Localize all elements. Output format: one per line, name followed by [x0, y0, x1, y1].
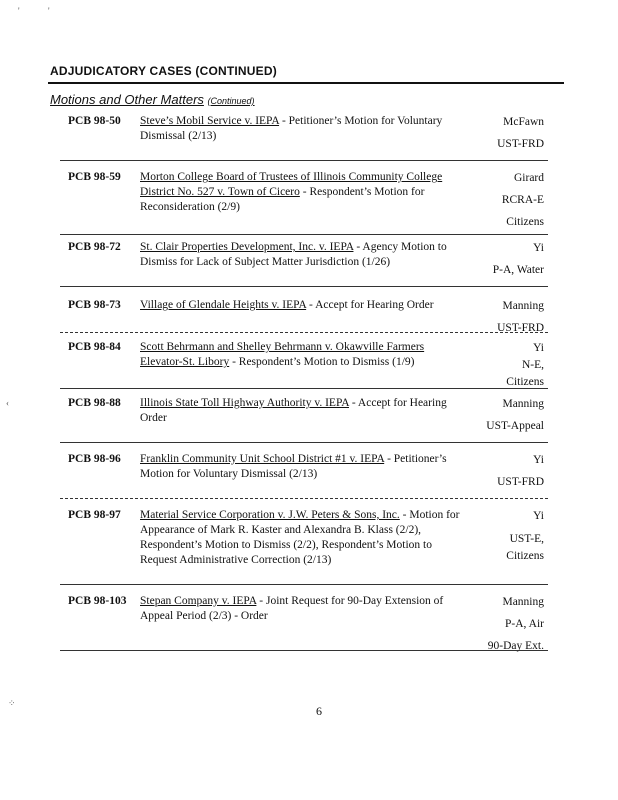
case-text: - Petitioner’s Motion for Voluntary Dismissal (2/13): [140, 453, 447, 480]
entry-rule: [60, 286, 548, 287]
case-tag: UST-FRD: [497, 138, 544, 150]
case-tag: Citizens: [506, 216, 544, 228]
case-description: [140, 452, 468, 482]
case-description: [140, 508, 468, 568]
case-tag: UST-Appeal: [486, 420, 544, 432]
case-tags: [464, 449, 544, 493]
case-tag: Yi: [533, 242, 544, 254]
scan-speck: ‹: [6, 398, 9, 408]
entry-rule: [60, 498, 548, 499]
case-tag: Yi: [533, 342, 544, 354]
case-number: PCB 98-59: [68, 171, 121, 183]
case-description: [140, 340, 468, 370]
case-number: PCB 98-84: [68, 341, 121, 353]
case-tags: [464, 167, 544, 233]
entry-rule: [60, 442, 548, 443]
case-tag: Manning: [502, 596, 544, 608]
case-text: - Agency Motion to Dismiss for Lack of Subject Matter Jurisdiction (1/26): [140, 241, 447, 268]
case-tag: Girard: [513, 172, 544, 184]
entry-rule: [60, 160, 548, 161]
page-number: 6: [316, 704, 322, 718]
case-number: PCB 98-72: [68, 241, 121, 253]
case-text: - Motion for Appearance of Mark R. Kaster and Alexandra B. Klass (2/2), Respondent’s Motion to Dismiss (2/2), Respondent’s Motion to Request Administrative Correction (2/13): [140, 509, 460, 566]
case-caption: Morton College Board of Trustees of Illinois Community College District No. 527 v. Town of Cicero: [140, 171, 443, 198]
case-tag: Manning: [502, 300, 544, 312]
case-text: - Petitioner’s Motion for Voluntary Dismissal (2/13): [140, 115, 443, 142]
case-tags: [464, 340, 544, 391]
case-tag: RCRA-E: [501, 194, 544, 206]
case-tag: N-E,: [521, 359, 544, 371]
case-number: PCB 98-88: [68, 397, 121, 409]
header-rule: [48, 82, 564, 84]
case-tags: [464, 591, 544, 657]
case-caption: Franklin Community Unit School District #1 v. IEPA: [140, 453, 385, 465]
case-text: - Respondent’s Motion to Dismiss (1/9): [229, 356, 415, 368]
case-description: [140, 396, 468, 426]
case-tag: Manning: [502, 398, 544, 410]
case-description: [140, 298, 468, 313]
case-caption: Scott Behrmann and Shelley Behrmann v. Okawville Farmers Elevator-St. Libory: [140, 341, 425, 368]
case-caption: Material Service Corporation v. J.W. Peters & Sons, Inc.: [140, 509, 400, 521]
case-tag: Yi: [533, 510, 544, 522]
case-caption: St. Clair Properties Development, Inc. v. IEPA: [140, 241, 354, 253]
case-tag: UST-E,: [509, 533, 544, 545]
case-description: [140, 114, 468, 144]
section-title: [50, 92, 255, 107]
case-tags: [464, 393, 544, 437]
case-tags: [464, 111, 544, 155]
case-description: [140, 594, 468, 624]
case-tag: Citizens: [506, 550, 544, 562]
case-tag: UST-FRD: [497, 476, 544, 488]
entry-rule: [60, 332, 548, 333]
scan-speck: ': [18, 6, 20, 16]
entry-rule: [60, 234, 548, 235]
case-number: PCB 98-50: [68, 115, 121, 127]
case-tag: P-A, Water: [492, 264, 544, 276]
entry-rule: [60, 584, 548, 585]
case-caption: Village of Glendale Heights v. IEPA: [140, 299, 307, 311]
case-tag: McFawn: [503, 116, 544, 128]
case-number: PCB 98-96: [68, 453, 121, 465]
case-caption: Steve’s Mobil Service v. IEPA: [140, 115, 280, 127]
case-tag: Citizens: [506, 376, 544, 388]
section-title-sub: (Continued): [207, 96, 255, 106]
case-tags: [464, 508, 544, 565]
case-number: PCB 98-73: [68, 299, 121, 311]
scan-speck: ': [48, 6, 50, 16]
case-tag: 90-Day Ext.: [487, 640, 544, 652]
case-tags: [464, 237, 544, 281]
case-text: - Accept for Hearing Order: [306, 299, 434, 311]
case-tag: P-A, Air: [505, 618, 544, 630]
section-title-main: Motions and Other Matters: [50, 92, 204, 107]
case-text: - Respondent’s Motion for Reconsideration (2/9): [140, 186, 425, 213]
scan-speck: ⁘: [8, 698, 16, 708]
case-caption: Stepan Company v. IEPA: [140, 595, 257, 607]
case-tag: Yi: [533, 454, 544, 466]
case-number: PCB 98-97: [68, 509, 121, 521]
entry-rule: [60, 650, 548, 651]
entry-rule: [60, 388, 548, 389]
case-tag: UST-FRD: [497, 322, 544, 334]
case-number: PCB 98-103: [68, 595, 127, 607]
case-text: - Accept for Hearing Order: [140, 397, 447, 424]
case-description: [140, 170, 468, 215]
case-description: [140, 240, 468, 270]
case-text: - Joint Request for 90-Day Extension of Appeal Period (2/3) - Order: [140, 595, 444, 622]
case-caption: Illinois State Toll Highway Authority v. IEPA: [140, 397, 349, 409]
page-header-title: ADJUDICATORY CASES (CONTINUED): [50, 64, 277, 78]
